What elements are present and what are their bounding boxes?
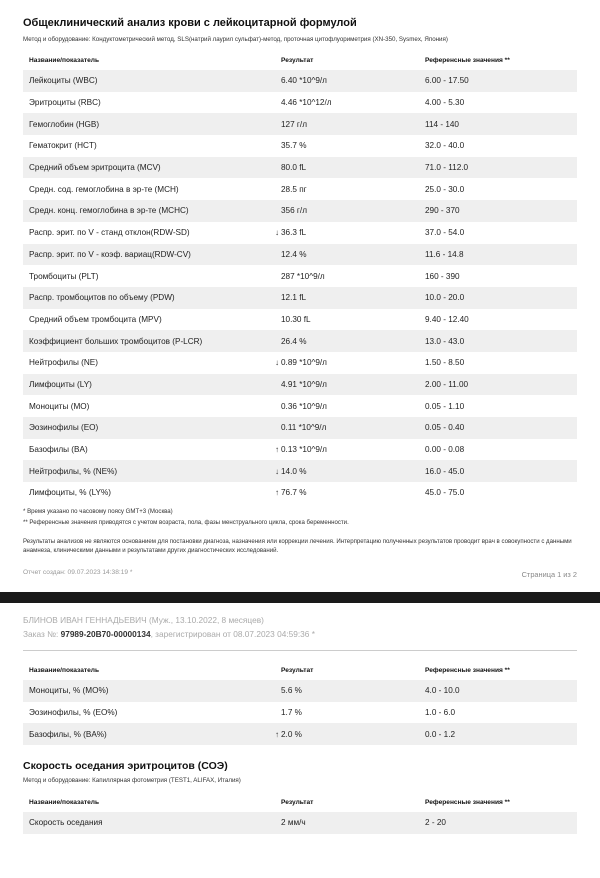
result-value: 2.0 % <box>281 729 302 739</box>
page-number: Страница 1 из 2 <box>521 570 577 579</box>
result-value: 26.4 % <box>281 336 307 346</box>
test-name: Нейтрофилы (NE) <box>29 358 98 368</box>
order-prefix: Заказ №: <box>23 629 61 639</box>
divider <box>23 650 577 651</box>
reference-range: 1.0 - 6.0 <box>425 708 456 718</box>
reference-range: 2 - 20 <box>419 812 577 834</box>
result-value: 35.7 % <box>281 141 307 151</box>
reference-range: 0.00 - 0.08 <box>425 445 465 455</box>
test-result <box>275 395 419 417</box>
test-result <box>275 330 419 352</box>
table-row <box>23 287 577 309</box>
result-value: 36.3 fL <box>281 228 307 238</box>
table-row <box>23 157 577 179</box>
table-row <box>23 812 577 834</box>
report-created: Отчет создан: 09.07.2023 14:38:19 * <box>23 569 133 576</box>
test-name: Распр. эрит. по V - коэф. вариац(RDW-CV) <box>23 244 275 266</box>
test-name: Эритроциты (RBC) <box>29 98 101 108</box>
table-row <box>23 222 577 244</box>
table-row <box>23 417 577 439</box>
test-name: Нейтрофилы, % (NE%) <box>23 460 275 482</box>
test-name: Скорость оседания <box>23 812 275 834</box>
arrow-down-icon: ↓ <box>275 466 279 476</box>
test-name: Гематокрит (HCT) <box>29 141 97 151</box>
arrow-up-icon: ↑ <box>275 729 279 739</box>
test-name: Средний объем эритроцита (MCV) <box>23 157 275 179</box>
test-result <box>275 482 419 504</box>
reference-range: 0.05 - 1.10 <box>425 401 465 411</box>
order-info <box>23 628 315 641</box>
table-row <box>23 460 577 482</box>
reference-range: 4.00 - 5.30 <box>425 98 465 108</box>
table-row <box>23 723 577 745</box>
test-name: Моноциты (MO) <box>29 401 90 411</box>
result-value: 5.6 % <box>281 686 302 696</box>
test-name: Лимфоциты, % (LY%) <box>29 488 112 498</box>
reference-range: 0.05 - 0.40 <box>419 417 577 439</box>
table-row <box>23 352 577 374</box>
table-row <box>23 113 577 135</box>
table-header <box>23 660 577 680</box>
result-value: 0.11 *10^9/л <box>281 423 327 433</box>
result-value: 1.7 % <box>281 708 302 718</box>
test-result <box>275 244 419 266</box>
test-result <box>275 222 419 244</box>
reference-range: 114 - 140 <box>419 113 577 135</box>
analysis-title: Общеклинический анализ крови с лейкоцитарной формулой <box>23 17 357 29</box>
header-name: Название/показатель <box>29 56 100 64</box>
test-name: Гемоглобин (HGB) <box>23 113 275 135</box>
reference-range: 9.40 - 12.40 <box>425 314 469 324</box>
test-result <box>275 460 419 482</box>
result-value: 127 г/л <box>281 119 307 129</box>
reference-range: 160 - 390 <box>425 271 460 281</box>
reference-range: 25.0 - 30.0 <box>425 184 465 194</box>
result-value: 0.36 *10^9/л <box>281 401 327 411</box>
analysis-method: Метод и оборудование: Кондуктометрический метод, SLS(натрий лаурил сульфат)-метод, проточная цитофлуориметрия (XN-350, Sysmex, Япония) <box>23 36 448 43</box>
timezone-note: * Время указано по часовому поясу GMT+3 (Москва) <box>23 508 173 515</box>
result-value: 10.30 fL <box>281 314 311 324</box>
reference-range: 11.6 - 14.8 <box>419 244 577 266</box>
patient-info: БЛИНОВ ИВАН ГЕННАДЬЕВИЧ (Муж., 13.10.2022, 8 месяцев) <box>23 615 264 625</box>
header-name: Название/показатель <box>29 666 100 674</box>
test-result <box>275 374 419 396</box>
table-row <box>23 309 577 331</box>
test-name: Лейкоциты (WBC) <box>23 70 275 92</box>
result-value: 0.89 *10^9/л <box>281 358 327 368</box>
table-header <box>23 792 577 812</box>
arrow-up-icon: ↑ <box>275 445 279 455</box>
table-row <box>23 680 577 702</box>
reference-range: 290 - 370 <box>419 200 577 222</box>
test-name: Лимфоциты (LY) <box>23 374 275 396</box>
table-row <box>23 244 577 266</box>
test-result <box>275 200 419 222</box>
test-result <box>275 113 419 135</box>
test-name: Эозинофилы (EO) <box>23 417 275 439</box>
reference-range: 13.0 - 43.0 <box>419 330 577 352</box>
reference-range: 71.0 - 112.0 <box>419 157 577 179</box>
report-page-2 <box>0 603 600 878</box>
test-result <box>275 702 419 724</box>
test-name: Распр. эрит. по V - станд отклон(RDW-SD) <box>29 228 190 238</box>
result-value: 4.91 *10^9/л <box>281 379 327 389</box>
result-value: 76.7 % <box>281 488 307 498</box>
test-result <box>275 417 419 439</box>
reference-range: 0.0 - 1.2 <box>419 723 577 745</box>
test-result <box>275 178 419 200</box>
result-value: 2 мм/ч <box>281 818 306 828</box>
reference-range: 16.0 - 45.0 <box>419 460 577 482</box>
reference-range: 4.0 - 10.0 <box>419 680 577 702</box>
test-result <box>275 352 419 374</box>
results-table <box>23 50 577 504</box>
table-row <box>23 200 577 222</box>
header-reference: Референсные значения ** <box>425 798 510 806</box>
result-value: 4.46 *10^12/л <box>281 98 332 108</box>
test-result <box>275 92 419 114</box>
table-row <box>23 395 577 417</box>
table-row <box>23 178 577 200</box>
test-result <box>275 135 419 157</box>
test-name: Коэффициент больших тромбоцитов (P-LCR) <box>23 330 275 352</box>
header-result: Результат <box>281 798 314 806</box>
result-value: 287 *10^9/л <box>281 271 325 281</box>
reference-range: 37.0 - 54.0 <box>425 228 465 238</box>
table-row <box>23 482 577 504</box>
esr-method: Метод и оборудование: Капиллярная фотометрия (TEST1, ALIFAX, Италия) <box>23 777 241 784</box>
order-registered: , зарегистрирован от 08.07.2023 04:59:36 * <box>150 629 315 639</box>
table-row <box>23 374 577 396</box>
test-result <box>275 439 419 461</box>
arrow-up-icon: ↑ <box>275 488 279 498</box>
order-number: 97989-20B70-00000134 <box>60 629 151 639</box>
table-header <box>23 50 577 70</box>
result-value: 0.13 *10^9/л <box>281 445 327 455</box>
reference-range: 6.00 - 17.50 <box>419 70 577 92</box>
esr-title: Скорость оседания эритроцитов (СОЭ) <box>23 760 228 772</box>
table-row <box>23 265 577 287</box>
test-result <box>275 265 419 287</box>
results-table-continued <box>23 660 577 745</box>
header-reference: Референсные значения ** <box>425 666 510 674</box>
arrow-down-icon: ↓ <box>275 228 279 238</box>
test-result <box>275 723 419 745</box>
reference-range: 10.0 - 20.0 <box>419 287 577 309</box>
table-row <box>23 70 577 92</box>
arrow-down-icon: ↓ <box>275 358 279 368</box>
result-value: 6.40 *10^9/л <box>281 76 327 86</box>
table-row <box>23 92 577 114</box>
test-name: Эозинофилы, % (EO%) <box>29 708 118 718</box>
test-name: Моноциты, % (MO%) <box>23 680 275 702</box>
disclaimer: Результаты анализов не являются основанием для постановки диагноза, назначения или коррекции лечения. Интерпретацию полученных результатов проводит врач в совокупности с данными анамнеза, клиническими данными и результатами других диагностических исследований. <box>23 538 572 554</box>
table-row <box>23 135 577 157</box>
header-result: Результат <box>281 56 314 64</box>
reference-range: 32.0 - 40.0 <box>425 141 465 151</box>
result-value: 80.0 fL <box>281 163 307 173</box>
esr-table <box>23 792 577 834</box>
test-result <box>275 680 419 702</box>
result-value: 12.4 % <box>281 249 307 259</box>
table-row <box>23 330 577 352</box>
reference-note: ** Референсные значения приводятся с учетом возраста, пола, фазы менструального цикла, срока беременности. <box>23 519 349 526</box>
table-row <box>23 702 577 724</box>
header-reference: Референсные значения ** <box>425 56 510 64</box>
reference-range: 45.0 - 75.0 <box>425 488 465 498</box>
test-result <box>275 812 419 834</box>
test-result <box>275 287 419 309</box>
reference-range: 1.50 - 8.50 <box>425 358 465 368</box>
test-name: Распр. тромбоцитов по объему (PDW) <box>23 287 275 309</box>
test-name: Средн. конц. гемоглобина в эр-те (MCHC) <box>23 200 275 222</box>
test-name: Базофилы, % (BA%) <box>23 723 275 745</box>
header-result: Результат <box>281 666 314 674</box>
test-result <box>275 70 419 92</box>
test-name: Средн. сод. гемоглобина в эр-те (MCH) <box>29 184 179 194</box>
result-value: 28.5 пг <box>281 184 307 194</box>
test-name: Средний объем тромбоцита (MPV) <box>29 314 162 324</box>
reference-range: 2.00 - 11.00 <box>419 374 577 396</box>
table-row <box>23 439 577 461</box>
result-value: 14.0 % <box>281 466 307 476</box>
test-name: Тромбоциты (PLT) <box>29 271 99 281</box>
result-value: 356 г/л <box>281 206 307 216</box>
result-value: 12.1 fL <box>281 293 307 303</box>
test-result <box>275 157 419 179</box>
test-name: Базофилы (BA) <box>29 445 88 455</box>
test-result <box>275 309 419 331</box>
header-name: Название/показатель <box>29 798 100 806</box>
